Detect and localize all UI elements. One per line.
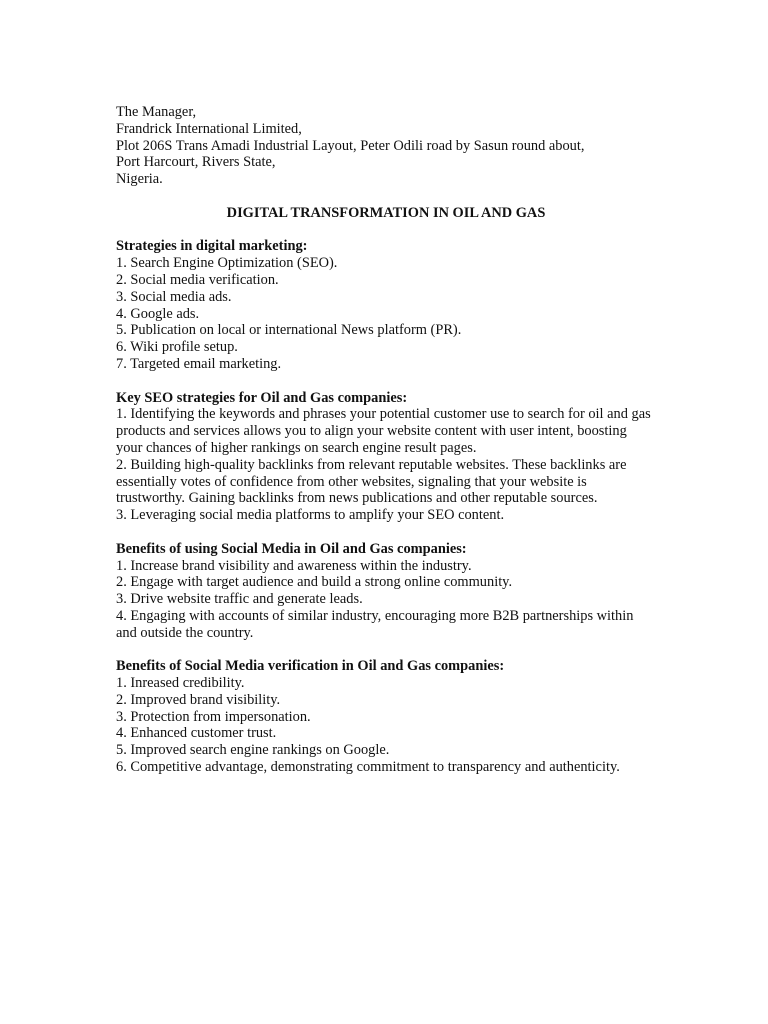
document-page <box>116 104 656 776</box>
list-item: 1. Increase brand visibility and awareness within the industry. <box>116 557 472 574</box>
section-heading: Benefits of using Social Media in Oil and Gas companies: <box>116 540 467 557</box>
list-item: 2. Engage with target audience and build a strong online community. <box>116 574 513 591</box>
list-item: 6. Wiki profile setup. <box>116 339 238 356</box>
list-item: 4. Enhanced customer trust. <box>116 725 277 742</box>
social-media-benefit-list <box>116 558 656 642</box>
section-heading: Benefits of Social Media verification in Oil and Gas companies: <box>116 658 505 675</box>
recipient-address <box>116 104 656 188</box>
strategy-list <box>116 255 656 373</box>
address-line: Plot 206S Trans Amadi Industrial Layout, Peter Odili road by Sasun round about, <box>116 137 585 154</box>
section-verification-benefits <box>116 658 656 776</box>
section-heading: Key SEO strategies for Oil and Gas companies: <box>116 389 408 406</box>
list-item: 1. Inreased credibility. <box>116 675 245 692</box>
seo-strategy-list <box>116 406 656 524</box>
spacer <box>116 222 656 239</box>
list-item: 2. Building high-quality backlinks from relevant reputable websites. These backlinks are essentially votes of confidence from other websites, signaling that your website is trustworthy. Gaining backlinks from news publications and other reputable sources. <box>116 456 627 507</box>
verification-benefit-list <box>116 675 656 776</box>
address-line: Frandrick International Limited, <box>116 120 302 137</box>
spacer <box>116 188 656 205</box>
list-item: 5. Publication on local or international News platform (PR). <box>116 322 462 339</box>
list-item: 3. Social media ads. <box>116 288 232 305</box>
list-item: 4. Engaging with accounts of similar industry, encouraging more B2B partnerships within and outside the country. <box>116 607 634 641</box>
section-digital-marketing-strategies <box>116 238 656 372</box>
spacer <box>116 524 656 541</box>
list-item: 7. Targeted email marketing. <box>116 355 282 372</box>
list-item: 1. Search Engine Optimization (SEO). <box>116 255 338 272</box>
list-item: 6. Competitive advantage, demonstrating commitment to transparency and authenticity. <box>116 759 620 776</box>
address-line: Port Harcourt, Rivers State, <box>116 154 276 171</box>
list-item: 2. Improved brand visibility. <box>116 691 281 708</box>
section-seo-strategies <box>116 390 656 524</box>
list-item: 1. Identifying the keywords and phrases your potential customer use to search for oil and gas products and services allows you to align your website content with user intent, boosting your chances of higher rankings on search engine result pages. <box>116 406 651 456</box>
spacer <box>116 373 656 390</box>
list-item: 3. Drive website traffic and generate leads. <box>116 591 363 608</box>
section-heading: Strategies in digital marketing: <box>116 238 308 255</box>
document-title: DIGITAL TRANSFORMATION IN OIL AND GAS <box>226 204 546 221</box>
address-line: Nigeria. <box>116 171 163 188</box>
section-social-media-benefits <box>116 541 656 642</box>
list-item: 3. Leveraging social media platforms to amplify your SEO content. <box>116 507 505 524</box>
list-item: 2. Social media verification. <box>116 271 279 288</box>
address-line: The Manager, <box>116 104 197 120</box>
list-item: 3. Protection from impersonation. <box>116 708 311 725</box>
list-item: 5. Improved search engine rankings on Google. <box>116 742 390 759</box>
list-item: 4. Google ads. <box>116 305 200 322</box>
spacer <box>116 642 656 659</box>
